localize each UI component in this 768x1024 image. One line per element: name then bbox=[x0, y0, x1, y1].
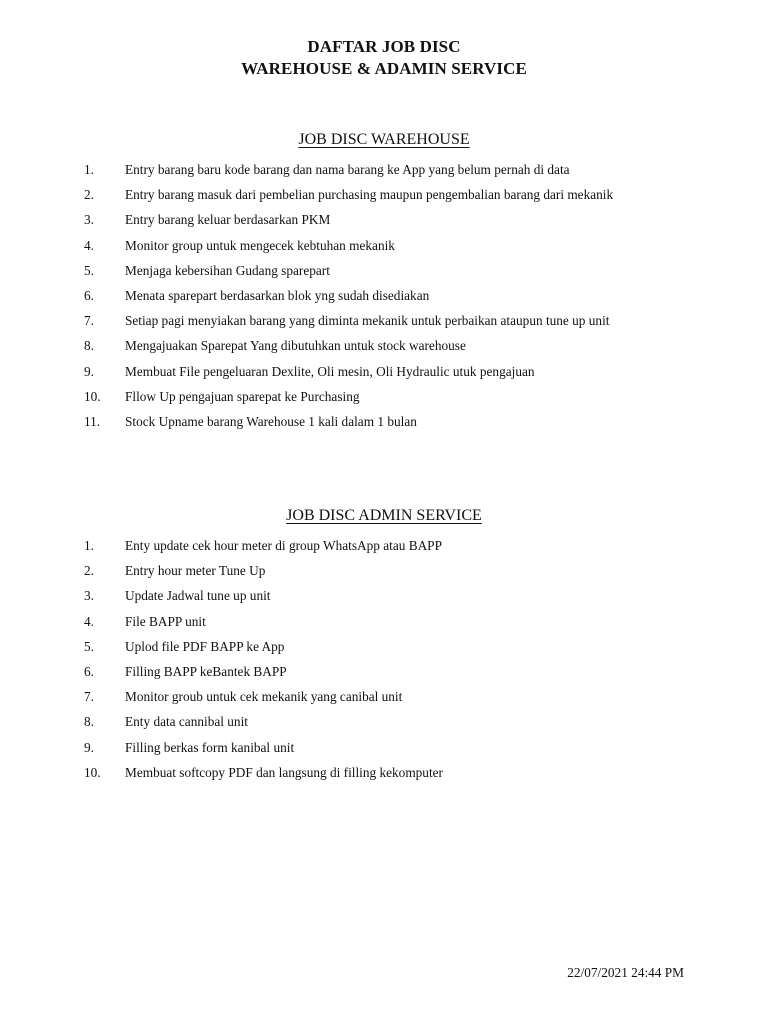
list-item-text: Enty data cannibal unit bbox=[125, 714, 248, 730]
list-item-number: 4. bbox=[84, 613, 94, 629]
list-item-text: Mengajuakan Sparepat Yang dibutuhkan untuk stock warehouse bbox=[125, 338, 466, 354]
list-item-number: 1. bbox=[84, 162, 94, 177]
list-item-number: 9. bbox=[84, 363, 94, 379]
list-item-number: 3. bbox=[84, 212, 94, 228]
footer-timestamp: 22/07/2021 24:44 PM bbox=[567, 965, 684, 980]
list-item-text: Membuat softcopy PDF dan langsung di filling kekomputer bbox=[125, 764, 443, 780]
document-title-line-2: WAREHOUSE & ADAMIN SERVICE bbox=[241, 59, 527, 78]
list-item-text: Fllow Up pengajuan sparepat ke Purchasing bbox=[125, 388, 360, 404]
list-item-text: Menjaga kebersihan Gudang sparepart bbox=[125, 262, 330, 278]
list-item-text: Update Jadwal tune up unit bbox=[125, 588, 271, 604]
list-item-text: Filling BAPP keBantek BAPP bbox=[125, 664, 287, 679]
list-item-text: Entry barang baru kode barang dan nama barang ke App yang belum pernah di data bbox=[125, 162, 570, 177]
list-item-text: Monitor groub untuk cek mekanik yang canibal unit bbox=[125, 689, 403, 705]
list-item-number: 8. bbox=[84, 714, 94, 730]
list-item-number: 3. bbox=[84, 588, 94, 604]
list-item-number: 5. bbox=[84, 638, 94, 654]
list-item-text: Filling berkas form kanibal unit bbox=[125, 739, 295, 755]
list-item-text: Stock Upname barang Warehouse 1 kali dalam 1 bulan bbox=[125, 414, 417, 429]
list-item-text: Monitor group untuk mengecek kebtuhan mekanik bbox=[125, 237, 395, 253]
admin-service-section-heading: JOB DISC ADMIN SERVICE bbox=[286, 507, 482, 524]
list-item-number: 2. bbox=[84, 187, 94, 203]
list-item-number: 9. bbox=[84, 739, 94, 755]
list-item-number: 5. bbox=[84, 262, 94, 278]
list-item-number: 6. bbox=[84, 288, 94, 303]
list-item-number: 7. bbox=[84, 313, 94, 329]
list-item-number: 1. bbox=[84, 538, 94, 553]
list-item-number: 8. bbox=[84, 338, 94, 354]
list-item-number: 6. bbox=[84, 664, 94, 679]
list-item-number: 4. bbox=[84, 237, 94, 253]
list-item-text: Entry barang keluar berdasarkan PKM bbox=[125, 212, 331, 228]
list-item-number: 10. bbox=[84, 388, 101, 404]
warehouse-section-heading: JOB DISC WAREHOUSE bbox=[298, 131, 470, 148]
list-item-number: 10. bbox=[84, 764, 101, 780]
list-item-text: Membuat File pengeluaran Dexlite, Oli mesin, Oli Hydraulic utuk pengajuan bbox=[125, 363, 535, 379]
list-item-number: 7. bbox=[84, 689, 94, 705]
list-item-number: 11. bbox=[84, 414, 101, 429]
list-item-text: File BAPP unit bbox=[125, 613, 206, 629]
list-item-text: Enty update cek hour meter di group WhatsApp atau BAPP bbox=[125, 538, 442, 553]
list-item-text: Uplod file PDF BAPP ke App bbox=[125, 638, 285, 654]
list-item-text: Menata sparepart berdasarkan blok yng sudah disediakan bbox=[125, 288, 430, 303]
list-item-text: Entry barang masuk dari pembelian purchasing maupun pengembalian barang dari mekanik bbox=[125, 187, 614, 203]
list-item-text: Entry hour meter Tune Up bbox=[125, 563, 266, 579]
document-title-line-1: DAFTAR JOB DISC bbox=[307, 37, 461, 56]
list-item-text: Setiap pagi menyiakan barang yang diminta mekanik untuk perbaikan ataupun tune up unit bbox=[125, 313, 610, 329]
list-item-number: 2. bbox=[84, 563, 94, 579]
